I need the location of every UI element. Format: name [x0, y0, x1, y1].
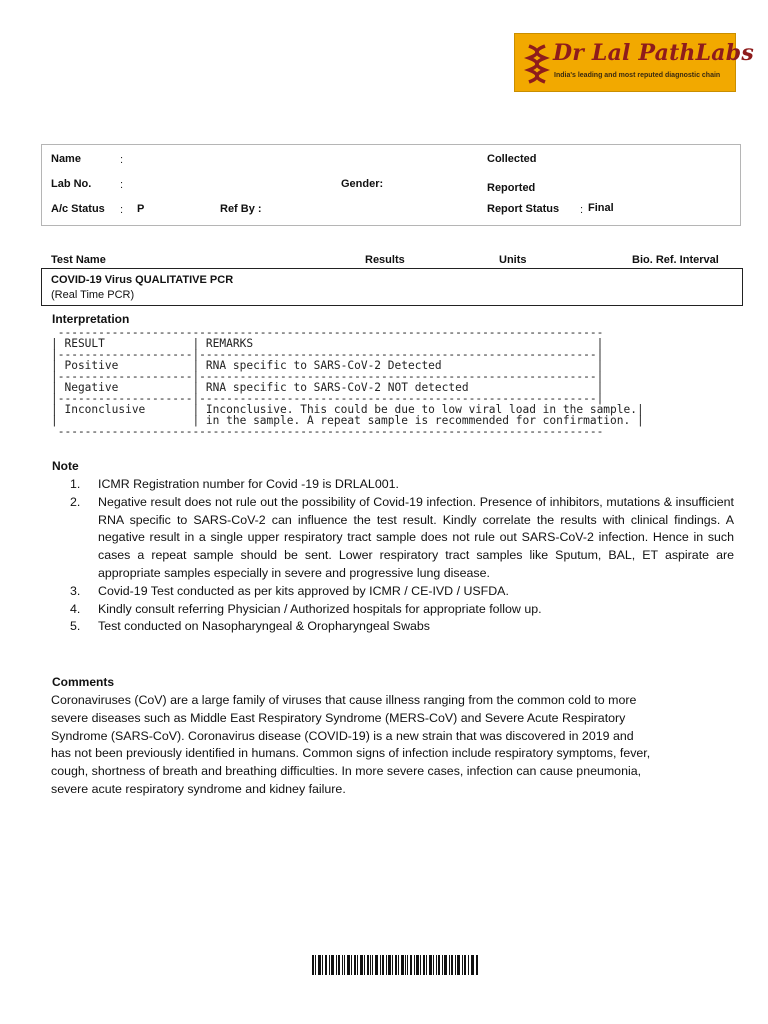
- header-test-name: Test Name: [51, 254, 106, 266]
- note-item: [70, 583, 734, 601]
- test-name: COVID-19 Virus QUALITATIVE PCR: [51, 274, 234, 286]
- interpretation-table: --------------------------------------------------------------------------------- | RESULT | REMARKS | |--------------------|-----------------------------------------------------------| | Positive | RNA specific to SARS-CoV-2 Detected | |--------------------|-----------------------------------------------------------| | Negative | RNA specific to SARS-CoV-2 NOT detected | |--------------------|-----------------------------------------------------------| | Inconclusive | Inconclusive. This could be due to low viral load in the sample.| | | in the sample. A repeat sample is recommended for confirmation. | ---------------------------------------------------------------------------------: [51, 326, 644, 438]
- note-text: Negative result does not rule out the possibility of Covid-19 infection. Presence of inhibitors, mutations & insufficient RNA specific to SARS-CoV-2 can influence the test result. Kindly correlate the results with clinical findings. A negative result in a single upper respiratory tract sample does not rule out SARS-CoV-2 infection. Hence in such cases a repeat sample should be sent. Lower respiratory tract samples like Sputum, BAL, ET aspirate are appropriate samples especially in severe and progressive lung disease.: [98, 494, 734, 580]
- ac-status-colon: :: [120, 204, 124, 216]
- comments-body: Coronaviruses (CoV) are a large family of viruses that cause illness ranging from the common cold to more severe diseases such as Middle East Respiratory Syndrome (MERS-CoV) and Severe Acute Respiratory Syndrome (SARS-CoV). Coronavirus disease (COVID-19) is a new strain that was discovered in 2019 and has not been previously identified in humans. Common signs of infection include respiratory symptoms, fever, cough, shortness of breath and breathing difficulties. In more severe cases, infection can cause pneumonia, severe acute respiratory syndrome and kidney failure.: [51, 693, 651, 796]
- gender-label: Gender:: [341, 178, 384, 190]
- note-text: Kindly consult referring Physician / Authorized hospitals for appropriate follow up.: [98, 601, 542, 616]
- report-status-value: Final: [588, 202, 614, 214]
- note-number: 4.: [70, 601, 81, 616]
- name-colon: :: [120, 154, 124, 166]
- ac-status-value: P: [137, 203, 145, 215]
- patient-info-box: [41, 144, 741, 226]
- note-text: Covid-19 Test conducted as per kits approved by ICMR / CE-IVD / USFDA.: [98, 583, 509, 598]
- note-item: [70, 494, 734, 583]
- lab-helix-icon: [523, 44, 551, 84]
- logo-brand-name: Dr Lal PathLabs: [553, 40, 754, 66]
- test-method: (Real Time PCR): [51, 289, 135, 301]
- header-bio-ref: Bio. Ref. Interval: [632, 254, 719, 266]
- note-text: ICMR Registration number for Covid -19 is DRLAL001.: [98, 477, 399, 491]
- header-units: Units: [499, 254, 527, 266]
- report-status-label: Report Status: [487, 203, 560, 215]
- ac-status-label: A/c Status: [51, 203, 105, 215]
- ref-by-label: Ref By :: [220, 203, 262, 215]
- report-status-colon: :: [580, 204, 584, 216]
- collected-label: Collected: [487, 153, 537, 165]
- interpretation-title: Interpretation: [52, 312, 130, 326]
- note-number: 1.: [70, 477, 81, 491]
- header-results: Results: [365, 254, 405, 266]
- logo-tagline: India's leading and most reputed diagnostic chain: [554, 72, 721, 79]
- note-item: [70, 601, 734, 619]
- barcode-icon: [312, 955, 478, 975]
- note-item: [70, 476, 734, 494]
- note-item: [70, 618, 734, 636]
- lab-no-colon: :: [120, 179, 124, 191]
- lab-logo: [514, 33, 754, 92]
- test-row: [41, 268, 743, 306]
- note-number: 5.: [70, 619, 81, 634]
- note-number: 3.: [70, 583, 81, 598]
- reported-label: Reported: [487, 182, 536, 194]
- name-label: Name: [51, 153, 81, 165]
- lab-no-label: Lab No.: [51, 178, 92, 190]
- note-title: Note: [52, 459, 79, 473]
- comments-title: Comments: [52, 675, 115, 689]
- note-text: Test conducted on Nasopharyngeal & Oropharyngeal Swabs: [98, 619, 430, 634]
- note-number: 2.: [70, 494, 81, 509]
- note-list: [70, 476, 734, 636]
